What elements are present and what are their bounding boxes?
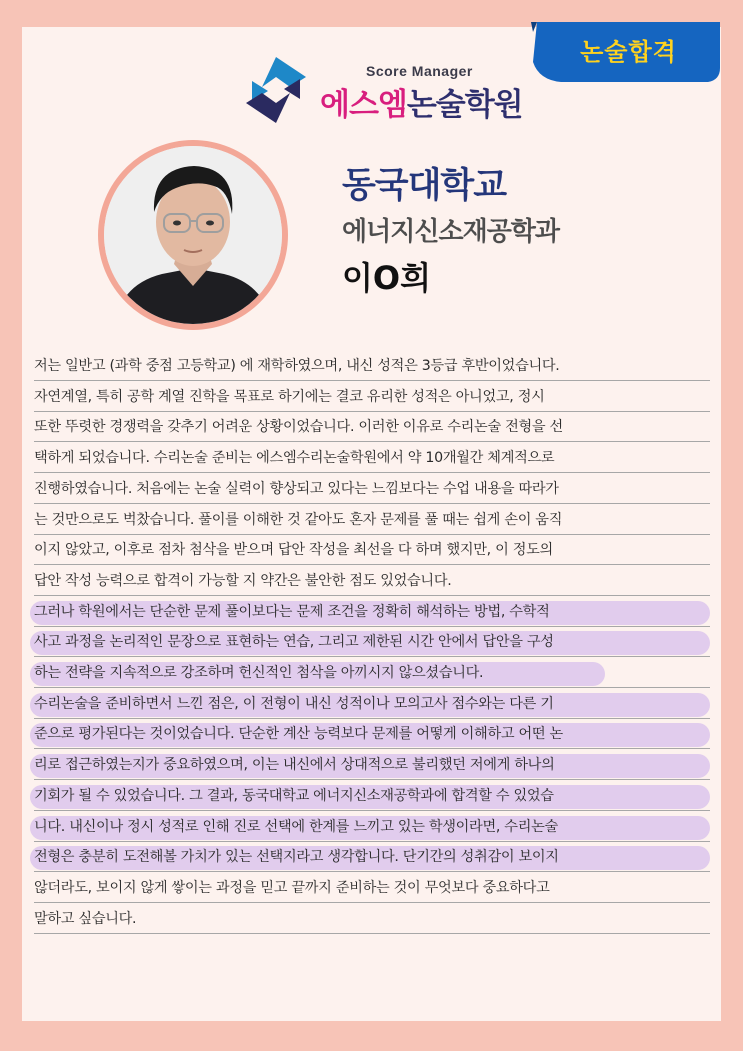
ruled-line: [34, 902, 710, 903]
student-name: 이O희: [342, 259, 432, 297]
essay-line: 말하고 싶습니다.: [34, 910, 137, 927]
essay-line: 진행하였습니다. 처음에는 논술 실력이 향상되고 있다는 느낌보다는 수업 내용을 따라가: [34, 480, 559, 497]
essay-line: 사고 과정을 논리적인 문장으로 표현하는 연습, 그리고 제한된 시간 안에서 답안을 구성: [34, 634, 554, 651]
essay-line: 이지 않았고, 이후로 점차 첨삭을 받으며 답안 작성을 최선을 다 하며 했지만, 이 정도의: [34, 542, 553, 559]
university-name: 동국대학교: [342, 166, 507, 206]
essay-line: 전형은 충분히 도전해볼 가치가 있는 선택지라고 생각합니다. 단기간의 성취감이 보이지: [34, 849, 559, 866]
ruled-line: [34, 534, 710, 535]
ruled-line: [34, 718, 710, 719]
ruled-line: [34, 841, 710, 842]
essay-line: 자연계열, 특히 공학 계열 진학을 목표로 하기에는 결코 유리한 성적은 아니었고, 정시: [34, 388, 545, 405]
ruled-line: [34, 779, 710, 780]
logo-name-highlight: 에스엠: [320, 87, 407, 123]
logo-tagline: Score Manager: [366, 63, 473, 79]
ruled-line: [34, 503, 710, 504]
essay-line: 또한 뚜렷한 경쟁력을 갖추기 어려운 상황이었습니다. 이러한 이유로 수리논술 전형을 선: [34, 419, 563, 436]
ruled-line: [34, 810, 710, 811]
ruled-line: [34, 626, 710, 627]
essay-line: 기회가 될 수 있었습니다. 그 결과, 동국대학교 에너지신소재공학과에 합격할 수 있었습: [34, 787, 554, 804]
essay-line: 그러나 학원에서는 단순한 문제 풀이보다는 문제 조건을 정확히 해석하는 방법, 수학적: [34, 603, 550, 620]
department-name: 에너지신소재공학과: [342, 217, 560, 247]
ruled-line: [34, 472, 710, 473]
essay-line: 준으로 평가된다는 것이었습니다. 단순한 계산 능력보다 문제를 어떻게 이해하고 어떤 논: [34, 726, 563, 743]
essay-line: 리로 접근하였는지가 중요하였으며, 이는 내신에서 상대적으로 불리했던 저에게 하나의: [34, 757, 555, 774]
ruled-line: [34, 595, 710, 596]
logo-name-rest: 논술학원: [406, 87, 523, 123]
essay-line: 답안 작성 능력으로 합격이 가능할 지 약간은 불안한 점도 있었습니다.: [34, 572, 452, 589]
badge-label: 논술합격: [580, 38, 677, 66]
essay-line: 니다. 내신이나 정시 성적로 인해 진로 선택에 한계를 느끼고 있는 학생이라면, 수리논술: [34, 818, 558, 835]
ruled-line: [34, 380, 710, 381]
ruled-line: [34, 933, 710, 934]
essay-line: 않더라도, 보이지 않게 쌓이는 과정을 믿고 끝까지 준비하는 것이 무엇보다 중요하다고: [34, 879, 550, 896]
essay-line: 하는 전략을 지속적으로 강조하며 헌신적인 첨삭을 아끼시지 않으셨습니다.: [34, 665, 484, 681]
ruled-line: [34, 687, 710, 688]
essay-line: 수리논술을 준비하면서 느낀 점은, 이 전형이 내신 성적이나 모의고사 점수와는 다른 기: [34, 695, 554, 712]
ruled-line: [34, 871, 710, 872]
essay-line: 택하게 되었습니다. 수리논술 준비는 에스엠수리논술학원에서 약 10개월간 체계적으로: [34, 450, 555, 467]
essay-line: 저는 일반고 (과학 중점 고등학교) 에 재학하였으며, 내신 성적은 3등급 후반이었습니다.: [34, 358, 560, 374]
ruled-line: [34, 411, 710, 412]
ruled-line: [34, 748, 710, 749]
ruled-line: [34, 441, 710, 442]
essay-line: 는 것만으로도 벅찼습니다. 풀이를 이해한 것 같아도 혼자 문제를 풀 때는 쉽게 손이 움직: [34, 511, 563, 528]
ruled-line: [34, 656, 710, 657]
ruled-line: [34, 564, 710, 565]
